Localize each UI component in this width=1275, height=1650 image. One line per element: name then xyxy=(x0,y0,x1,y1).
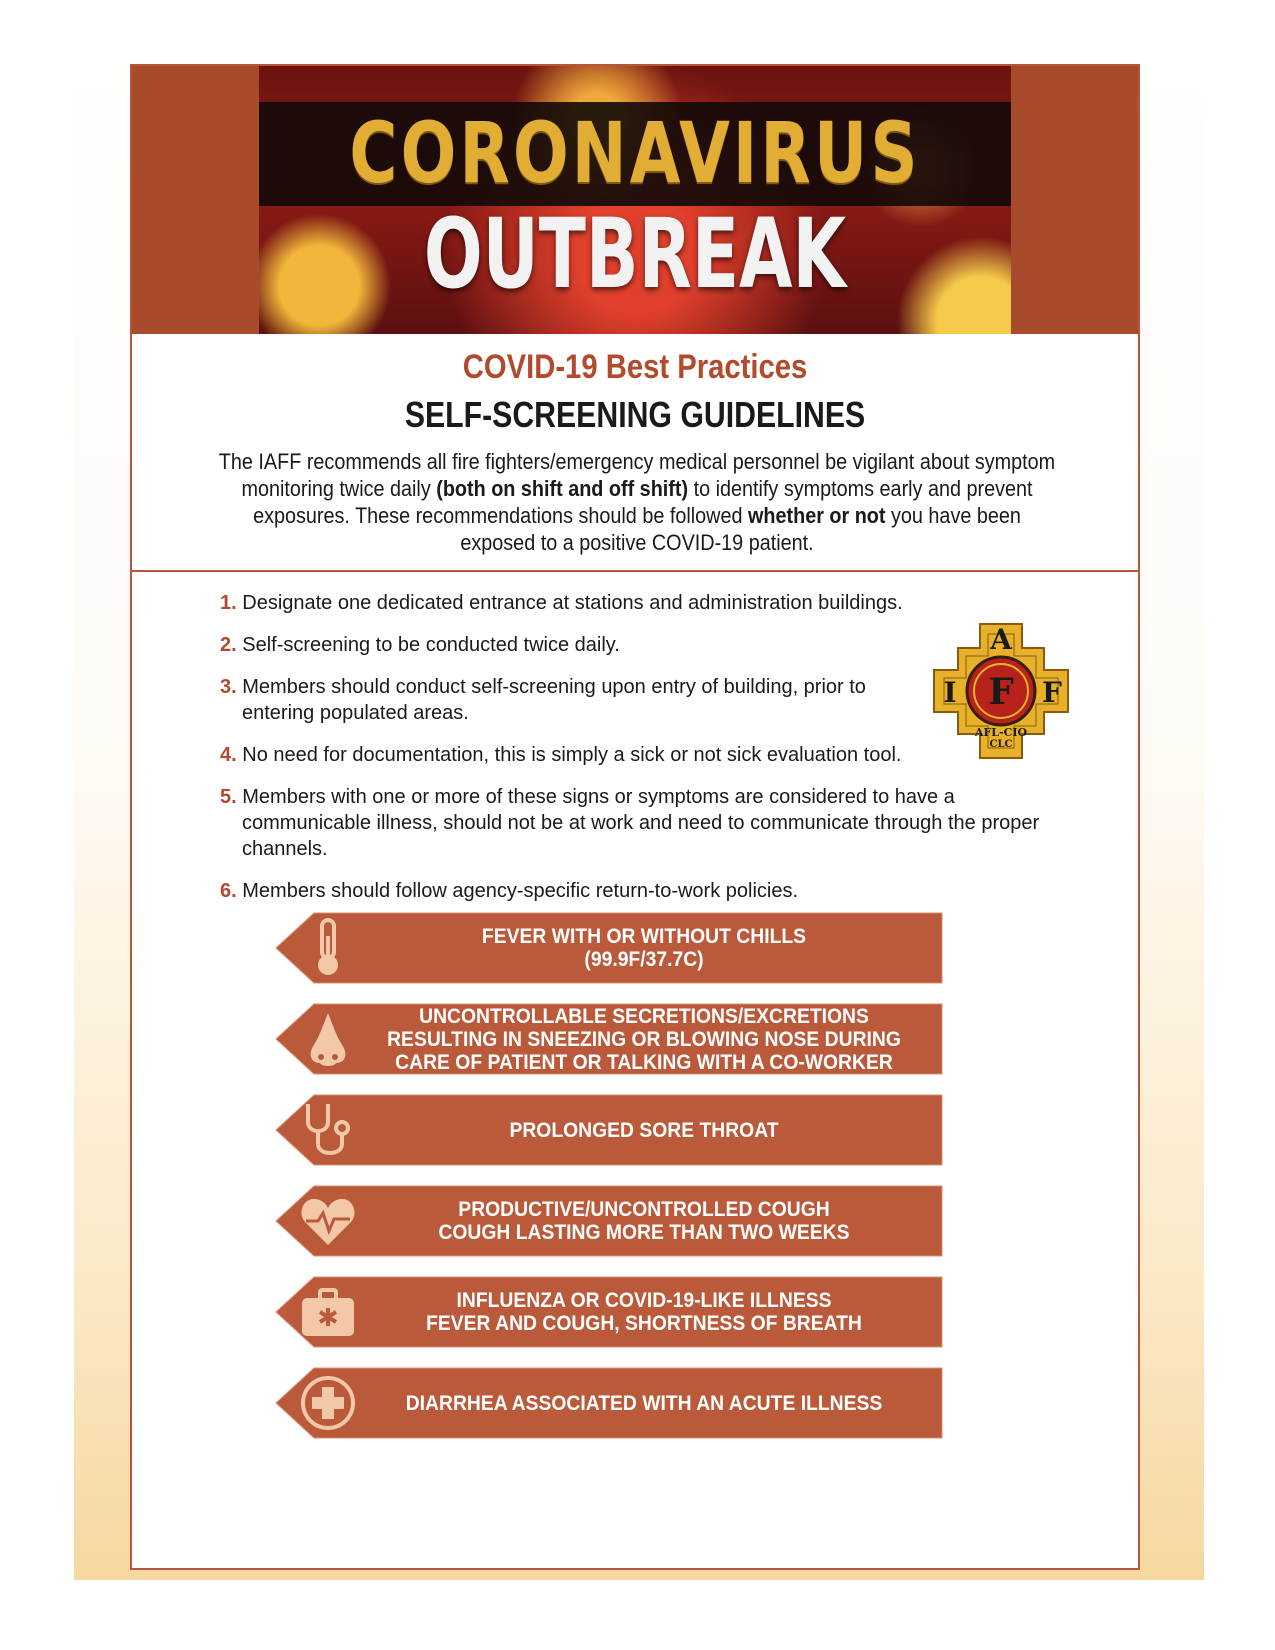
symptom-list xyxy=(274,912,944,1458)
item-number: 6. xyxy=(220,880,237,902)
symptom-line: RESULTING IN SNEEZING OR BLOWING NOSE DURING xyxy=(387,1027,901,1051)
symptom-text xyxy=(386,1367,901,1439)
symptom-ribbon-sore-throat xyxy=(274,1094,944,1166)
page-subtitle: COVID-19 Best Practices xyxy=(462,348,808,386)
symptom-ribbon-cough xyxy=(274,1185,944,1257)
item-text: Self-screening to be conducted twice daily. xyxy=(242,634,620,656)
heart-pulse-icon xyxy=(298,1191,358,1251)
intro-bold-shift: (both on shift and off shift) xyxy=(436,476,689,501)
item-number: 1. xyxy=(220,592,237,614)
item-text: Members should follow agency-specific return-to-work policies. xyxy=(242,880,799,902)
symptom-line: COUGH LASTING MORE THAN TWO WEEKS xyxy=(438,1221,850,1244)
intro-text-part3: you have been exposed to a positive COVID-19 patient. xyxy=(460,503,1021,555)
banner-title-line1: CORONAVIRUS xyxy=(349,104,921,202)
symptom-line: FEVER WITH OR WITHOUT CHILLS xyxy=(481,925,807,948)
item-number: 2. xyxy=(220,634,237,656)
symptom-text xyxy=(386,912,901,984)
banner xyxy=(132,66,1138,334)
logo-afl-cio: AFL-CIO xyxy=(974,726,1028,739)
medical-kit-icon xyxy=(298,1282,358,1342)
symptom-text xyxy=(386,1094,901,1166)
intro-text-part2: to identify symptoms early and prevent exposures. These recommendations should be followed xyxy=(253,476,1033,528)
symptom-text xyxy=(386,1276,901,1348)
iaff-logo xyxy=(930,620,1072,762)
symptom-line: (99.9F/37.7C) xyxy=(584,948,704,971)
logo-letter-a: A xyxy=(990,623,1012,656)
symptom-text xyxy=(386,1185,901,1257)
item-text: Members should conduct self-screening upon entry of building, prior to entering populated areas. xyxy=(242,676,866,724)
thermometer-icon xyxy=(298,918,358,978)
item-number: 3. xyxy=(220,676,237,698)
logo-letter-f-right: F xyxy=(1042,676,1062,709)
intro-section xyxy=(132,334,1138,572)
symptom-text xyxy=(386,1003,901,1075)
item-text: No need for documentation, this is simply a sick or not sick evaluation tool. xyxy=(242,744,902,766)
list-item xyxy=(220,784,1060,862)
list-item xyxy=(220,674,922,726)
symptom-line: CARE OF PATIENT OR TALKING WITH A CO-WORKER xyxy=(395,1050,893,1074)
page-title: SELF-SCREENING GUIDELINES xyxy=(404,394,866,435)
logo-letter-f-center: F xyxy=(988,671,1014,713)
intro-text-part1: The IAFF recommends all fire fighters/emergency medical personnel be vigilant about symptom monitoring twice daily xyxy=(218,449,1056,501)
symptom-line: INFLUENZA OR COVID-19-LIKE ILLNESS xyxy=(456,1289,832,1312)
list-item xyxy=(220,590,1060,616)
virus-banner-image xyxy=(259,66,1011,334)
symptom-ribbon-fever xyxy=(274,912,944,984)
symptom-line: PROLONGED SORE THROAT xyxy=(509,1118,779,1142)
item-number: 4. xyxy=(220,744,237,766)
symptom-line: FEVER AND COUGH, SHORTNESS OF BREATH xyxy=(426,1312,862,1335)
symptom-ribbon-influenza xyxy=(274,1276,944,1348)
item-text: Designate one dedicated entrance at stations and administration buildings. xyxy=(242,592,903,614)
list-item xyxy=(220,878,1060,904)
symptom-line: PRODUCTIVE/UNCONTROLLED COUGH xyxy=(458,1198,830,1221)
symptom-ribbon-secretions xyxy=(274,1003,944,1075)
symptom-ribbon-diarrhea xyxy=(274,1367,944,1439)
item-number: 5. xyxy=(220,786,237,808)
item-text: Members with one or more of these signs or symptoms are considered to have a communicable illness, should not be at work and need to communicate through the proper channels. xyxy=(242,786,1040,860)
logo-clc: CLC xyxy=(989,739,1013,750)
medical-cross-icon xyxy=(298,1373,358,1433)
nose-icon xyxy=(298,1009,358,1069)
stethoscope-icon xyxy=(298,1100,358,1160)
intro-bold-whether: whether or not xyxy=(747,503,886,528)
banner-title-line2: OUTBREAK xyxy=(423,198,847,310)
flyer xyxy=(130,64,1140,1570)
intro-paragraph xyxy=(219,448,1056,556)
logo-letter-i: I xyxy=(943,676,957,709)
symptom-line: UNCONTROLLABLE SECRETIONS/EXCRETIONS xyxy=(419,1004,869,1028)
symptom-line: DIARRHEA ASSOCIATED WITH AN ACUTE ILLNESS xyxy=(405,1391,883,1415)
